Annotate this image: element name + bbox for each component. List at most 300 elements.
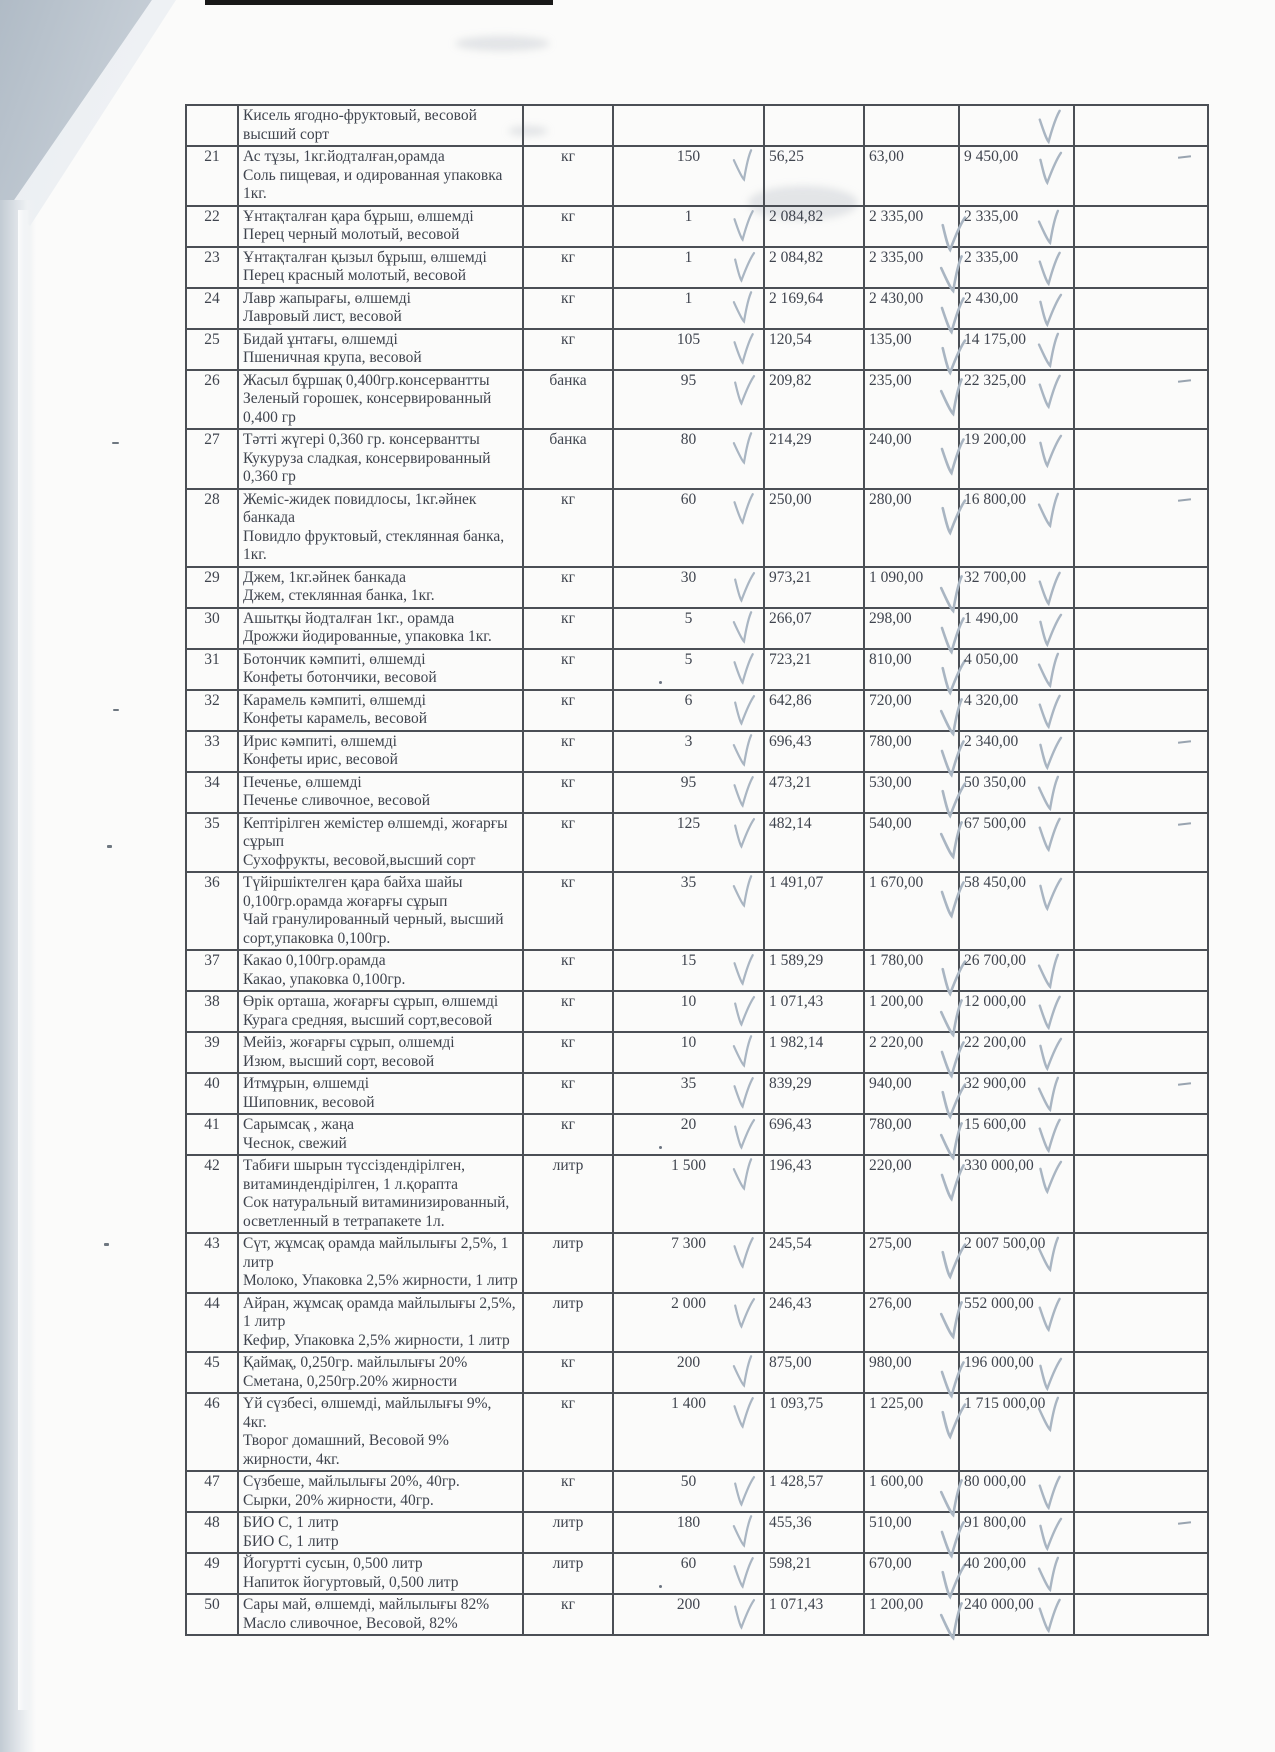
unit-value: кг — [561, 952, 575, 969]
row-number: 28 — [204, 490, 220, 508]
total-sum-value: 1 490,00 — [964, 609, 1019, 627]
unit-cell — [523, 950, 613, 991]
pen-check-icon — [1035, 1354, 1062, 1394]
approved-price-value: 2 430,00 — [869, 289, 924, 307]
approved-price-value: 980,00 — [869, 1354, 912, 1371]
item-name-ru: Масло сливочное, Весовой, 82% — [243, 1614, 458, 1632]
pen-check-icon — [1037, 816, 1061, 854]
total-sum-cell — [959, 690, 1074, 731]
approved-price-cell — [864, 772, 959, 813]
pen-check-icon — [1035, 431, 1062, 471]
quantity-cell — [613, 872, 764, 950]
pen-check-icon — [730, 1034, 755, 1070]
row-number: 25 — [204, 330, 220, 348]
pen-check-icon — [731, 249, 756, 285]
unit-price-cell — [764, 206, 864, 247]
unit-price-value: 56,25 — [769, 148, 804, 165]
quantity-cell — [613, 1352, 764, 1393]
quantity-value: 3 — [684, 732, 693, 750]
row-number: 38 — [204, 993, 220, 1010]
item-name-ru: Конфеты ботончики, весовой — [243, 669, 437, 686]
pen-check-icon — [730, 732, 755, 768]
unit-price-cell — [764, 1114, 864, 1155]
total-sum-value: 19 200,00 — [964, 431, 1026, 448]
unit-value: банка — [549, 371, 587, 389]
unit-price-value: 1 093,75 — [769, 1395, 824, 1412]
item-name-kk: Қаймақ, 0,250гр. майлылығы 20% — [243, 1354, 468, 1371]
pen-check-icon — [1037, 693, 1061, 731]
item-name-kk: Кисель ягодно-фруктовый, весовой высший сорт — [243, 107, 477, 143]
unit-price-cell — [764, 429, 864, 489]
table-row — [186, 649, 1208, 690]
total-sum-cell — [959, 370, 1074, 430]
unit-cell — [523, 813, 613, 873]
approved-price-value: 2 220,00 — [869, 1034, 924, 1051]
quantity-cell — [613, 813, 764, 873]
approved-price-cell — [864, 206, 959, 247]
unit-cell — [523, 1293, 613, 1353]
unit-price-cell — [764, 1073, 864, 1114]
unit-cell — [523, 105, 613, 146]
approved-price-value: 780,00 — [869, 1116, 912, 1133]
pen-check-icon — [731, 569, 756, 605]
approved-price-value: 1 225,00 — [869, 1395, 924, 1412]
unit-value: кг — [561, 814, 575, 832]
approved-price-value: 275,00 — [869, 1235, 912, 1252]
table-row — [186, 1553, 1208, 1594]
row-number: 36 — [204, 874, 220, 891]
unit-price-cell — [764, 247, 864, 288]
notes-cell — [1074, 489, 1208, 567]
total-sum-value: 14 175,00 — [964, 330, 1026, 348]
quantity-value: 35 — [680, 1075, 697, 1092]
quantity-value: 95 — [680, 773, 697, 791]
notes-cell — [1074, 991, 1208, 1032]
item-name-cell — [238, 288, 523, 329]
total-sum-value: 32 700,00 — [964, 568, 1026, 586]
quantity-cell — [613, 567, 764, 608]
notes-cell — [1074, 206, 1208, 247]
total-sum-value: 4 320,00 — [964, 691, 1019, 709]
scan-speck — [107, 845, 112, 848]
table-row — [186, 1233, 1208, 1293]
row-number-cell — [186, 489, 238, 567]
item-name-ru: Перец красный молотый, весовой — [243, 267, 467, 284]
row-number-cell — [186, 608, 238, 649]
notes-cell — [1074, 649, 1208, 690]
item-name-kk: Түйіршіктелген қара байха шайы 0,100гр.орамда жоғарғы сұрып — [243, 874, 463, 910]
row-number: 46 — [204, 1395, 220, 1412]
procurement-table-body — [186, 105, 1208, 1635]
pen-check-icon — [1037, 1474, 1061, 1512]
unit-price-value: 875,00 — [769, 1354, 812, 1371]
unit-price-cell — [764, 731, 864, 772]
total-sum-cell — [959, 1114, 1074, 1155]
procurement-table — [185, 104, 1209, 1636]
item-name-ru: Печенье сливочное, весовой — [243, 792, 430, 809]
table-row — [186, 1073, 1208, 1114]
approved-price-cell — [864, 1155, 959, 1233]
item-name-ru: Курага средняя, высший сорт,весовой — [243, 1011, 493, 1029]
item-name-cell — [238, 370, 523, 430]
unit-price-cell — [764, 950, 864, 991]
pen-check-icon — [1037, 994, 1061, 1032]
scan-smudge — [455, 36, 550, 51]
pen-check-icon — [731, 1295, 756, 1331]
unit-value: кг — [561, 1395, 575, 1412]
table-row — [186, 146, 1208, 206]
item-name-ru: Пшеничная крупа, весовой — [243, 349, 422, 366]
item-name-kk: Бидай ұнтағы, өлшемді — [243, 330, 398, 348]
pen-check-icon — [1035, 1034, 1062, 1074]
table-row — [186, 1512, 1208, 1553]
row-number-cell — [186, 288, 238, 329]
total-sum-cell — [959, 1073, 1074, 1114]
unit-value: кг — [561, 248, 575, 266]
quantity-cell — [613, 146, 764, 206]
unit-cell — [523, 1073, 613, 1114]
quantity-value: 15 — [680, 952, 697, 969]
item-name-kk: Сүт, жұмсақ орамда майлылығы 2,5%, 1 литр — [243, 1235, 509, 1271]
unit-price-value: 696,43 — [769, 1116, 812, 1133]
row-number: 39 — [204, 1034, 220, 1051]
approved-price-cell — [864, 1512, 959, 1553]
item-name-kk: Ұнтақталған қара бұрыш, өлшемді — [243, 207, 474, 225]
row-number-cell — [186, 1594, 238, 1635]
pen-dash — [1178, 498, 1191, 502]
row-number-cell — [186, 1553, 238, 1594]
total-sum-value: 80 000,00 — [964, 1473, 1026, 1490]
table-row — [186, 247, 1208, 288]
item-name-kk: Итмұрын, өлшемді — [243, 1075, 370, 1092]
table-row — [186, 1352, 1208, 1393]
notes-cell — [1074, 1512, 1208, 1553]
approved-price-cell — [864, 329, 959, 370]
approved-price-value: 1 090,00 — [869, 568, 924, 586]
notes-cell — [1074, 288, 1208, 329]
row-number-cell — [186, 772, 238, 813]
quantity-cell — [613, 247, 764, 288]
item-name-ru: Лавровый лист, весовой — [243, 308, 402, 325]
item-name-ru: Перец черный молотый, весовой — [243, 226, 460, 243]
unit-price-cell — [764, 146, 864, 206]
approved-price-value: 1 200,00 — [869, 1596, 924, 1613]
quantity-cell — [613, 1553, 764, 1594]
approved-price-cell — [864, 247, 959, 288]
unit-price-value: 2 169,64 — [769, 289, 824, 307]
notes-cell — [1074, 608, 1208, 649]
row-number-cell — [186, 950, 238, 991]
approved-price-value: 1 600,00 — [869, 1473, 924, 1490]
unit-value: кг — [561, 650, 575, 668]
total-sum-cell — [959, 567, 1074, 608]
item-name-kk: Өрік орташа, жоғарғы сұрып, өлшемді — [243, 993, 499, 1010]
total-sum-cell — [959, 1553, 1074, 1594]
quantity-value: 6 — [684, 691, 693, 709]
approved-price-cell — [864, 950, 959, 991]
quantity-value: 10 — [680, 1034, 697, 1051]
quantity-cell — [613, 105, 764, 146]
table-row — [186, 1155, 1208, 1233]
total-sum-value: 15 600,00 — [964, 1116, 1026, 1133]
scan-corner-highlight — [0, 0, 200, 230]
item-name-kk: Ашытқы йодталған 1кг., орамда — [243, 609, 455, 627]
approved-price-cell — [864, 1032, 959, 1073]
approved-price-cell — [864, 813, 959, 873]
approved-price-cell — [864, 991, 959, 1032]
unit-cell — [523, 329, 613, 370]
pen-dot — [659, 1585, 662, 1588]
unit-price-value: 973,21 — [769, 568, 812, 586]
unit-price-value: 209,82 — [769, 371, 812, 389]
unit-cell — [523, 991, 613, 1032]
approved-price-value: 63,00 — [869, 148, 904, 165]
quantity-cell — [613, 950, 764, 991]
pen-dash — [1178, 1521, 1191, 1525]
pen-check-icon — [730, 1157, 755, 1193]
table-row — [186, 567, 1208, 608]
item-name-kk: Какао 0,100гр.орамда — [243, 952, 386, 969]
item-name-cell — [238, 1594, 523, 1635]
item-name-cell — [238, 608, 523, 649]
approved-price-value: 276,00 — [869, 1294, 912, 1312]
quantity-value: 60 — [680, 1555, 697, 1572]
unit-cell — [523, 1594, 613, 1635]
unit-price-cell — [764, 567, 864, 608]
unit-value: литр — [552, 1294, 584, 1312]
pen-check-icon — [732, 953, 754, 987]
row-number: 33 — [204, 732, 220, 750]
unit-cell — [523, 731, 613, 772]
total-sum-value: 2 335,00 — [964, 248, 1019, 266]
notes-cell — [1074, 950, 1208, 991]
unit-price-cell — [764, 489, 864, 567]
total-sum-cell — [959, 288, 1074, 329]
quantity-value: 150 — [676, 148, 701, 165]
scan-corner-shadow — [0, 0, 200, 230]
item-name-cell — [238, 1393, 523, 1471]
pen-check-icon — [732, 1236, 754, 1270]
row-number: 22 — [204, 207, 220, 225]
table-row — [186, 329, 1208, 370]
item-name-cell — [238, 731, 523, 772]
pen-check-icon — [1037, 373, 1061, 411]
unit-price-value: 1 071,43 — [769, 993, 824, 1010]
unit-price-value: 1 491,07 — [769, 874, 824, 891]
unit-cell — [523, 772, 613, 813]
pen-dot — [659, 681, 662, 684]
unit-price-value: 473,21 — [769, 773, 812, 791]
unit-value: кг — [561, 330, 575, 348]
quantity-cell — [613, 1073, 764, 1114]
item-name-kk: Табиғи шырын түссіздендірілген, витаминдендірілген, 1 л.қорапта — [243, 1157, 466, 1193]
item-name-cell — [238, 206, 523, 247]
table-row — [186, 370, 1208, 430]
total-sum-value: 32 900,00 — [964, 1075, 1026, 1092]
scan-speck — [113, 709, 119, 711]
item-name-cell — [238, 1293, 523, 1353]
scan-corner-artifact — [0, 0, 200, 230]
quantity-cell — [613, 288, 764, 329]
pen-check-icon — [730, 289, 755, 325]
pen-check-icon — [732, 332, 754, 366]
row-number-cell — [186, 429, 238, 489]
total-sum-cell — [959, 649, 1074, 690]
table-row — [186, 991, 1208, 1032]
approved-price-cell — [864, 1233, 959, 1293]
unit-price-value: 482,14 — [769, 814, 812, 832]
quantity-cell — [613, 991, 764, 1032]
item-name-kk: Йогуртті сусын, 0,500 литр — [243, 1555, 423, 1572]
unit-price-value: 839,29 — [769, 1075, 812, 1092]
unit-value: кг — [561, 207, 575, 225]
unit-cell — [523, 1553, 613, 1594]
total-sum-cell — [959, 1352, 1074, 1393]
row-number: 27 — [204, 431, 220, 448]
row-number: 49 — [204, 1555, 220, 1572]
approved-price-value: 810,00 — [869, 650, 912, 668]
total-sum-cell — [959, 489, 1074, 567]
table-row — [186, 1114, 1208, 1155]
total-sum-value: 552 000,00 — [964, 1294, 1034, 1312]
pen-check-icon — [1037, 1597, 1061, 1635]
notes-cell — [1074, 1393, 1208, 1471]
quantity-cell — [613, 489, 764, 567]
unit-price-value: 245,54 — [769, 1235, 812, 1252]
row-number-cell — [186, 370, 238, 430]
notes-cell — [1074, 1073, 1208, 1114]
pen-check-icon — [1035, 610, 1062, 650]
quantity-cell — [613, 1155, 764, 1233]
total-sum-value: 2 335,00 — [964, 207, 1019, 225]
unit-cell — [523, 489, 613, 567]
quantity-value: 2 000 — [671, 1294, 706, 1312]
notes-cell — [1074, 1233, 1208, 1293]
pen-check-icon — [1037, 570, 1061, 608]
item-name-cell — [238, 1114, 523, 1155]
pen-check-icon — [732, 775, 754, 809]
unit-price-cell — [764, 690, 864, 731]
unit-value: кг — [561, 874, 575, 891]
item-name-cell — [238, 429, 523, 489]
approved-price-value: 1 200,00 — [869, 993, 924, 1010]
item-name-ru: Напиток йогуртовый, 0,500 литр — [243, 1573, 459, 1591]
row-number-cell — [186, 991, 238, 1032]
pen-check-icon — [731, 1473, 756, 1509]
unit-price-value: 1 428,57 — [769, 1473, 824, 1490]
total-sum-cell — [959, 429, 1074, 489]
row-number-cell — [186, 1155, 238, 1233]
quantity-cell — [613, 608, 764, 649]
unit-price-value: 598,21 — [769, 1555, 812, 1572]
total-sum-value: 26 700,00 — [964, 952, 1026, 969]
quantity-cell — [613, 1512, 764, 1553]
total-sum-value: 2 430,00 — [964, 289, 1019, 307]
quantity-value: 35 — [680, 874, 697, 891]
unit-value: кг — [561, 773, 575, 791]
total-sum-value: 196 000,00 — [964, 1354, 1034, 1371]
unit-value: кг — [561, 1354, 575, 1371]
unit-cell — [523, 1471, 613, 1512]
notes-cell — [1074, 146, 1208, 206]
unit-price-cell — [764, 1352, 864, 1393]
scan-speck — [112, 442, 119, 444]
row-number: 29 — [204, 568, 220, 586]
unit-price-cell — [764, 1233, 864, 1293]
item-name-kk: Карамель кәмпиті, өлшемді — [243, 691, 426, 709]
approved-price-cell — [864, 429, 959, 489]
item-name-kk: Джем, 1кг.әйнек банкада — [243, 568, 407, 586]
row-number: 30 — [204, 609, 220, 627]
approved-price-cell — [864, 608, 959, 649]
item-name-ru: Сметана, 0,250гр.20% жирности — [243, 1372, 458, 1390]
approved-price-value: 220,00 — [869, 1157, 912, 1174]
total-sum-cell — [959, 991, 1074, 1032]
approved-price-cell — [864, 731, 959, 772]
total-sum-value: 2 340,00 — [964, 732, 1019, 750]
pen-check-icon — [732, 1076, 754, 1110]
approved-price-cell — [864, 690, 959, 731]
total-sum-cell — [959, 731, 1074, 772]
row-number: 43 — [204, 1235, 220, 1252]
quantity-cell — [613, 370, 764, 430]
row-number: 26 — [204, 371, 220, 389]
item-name-cell — [238, 567, 523, 608]
item-name-ru: БИО С, 1 литр — [243, 1532, 339, 1550]
unit-price-cell — [764, 872, 864, 950]
row-number-cell — [186, 649, 238, 690]
unit-cell — [523, 370, 613, 430]
approved-price-value: 530,00 — [869, 773, 912, 791]
row-number: 48 — [204, 1514, 220, 1531]
approved-price-cell — [864, 146, 959, 206]
item-name-ru: Молоко, Упаковка 2,5% жирности, 1 литр — [243, 1272, 518, 1289]
total-sum-cell — [959, 1293, 1074, 1353]
notes-cell — [1074, 329, 1208, 370]
pen-check-icon — [1037, 1296, 1061, 1334]
total-sum-value: 91 800,00 — [964, 1514, 1026, 1531]
item-name-cell — [238, 105, 523, 146]
total-sum-value: 12 000,00 — [964, 993, 1026, 1010]
total-sum-value: 4 050,00 — [964, 650, 1019, 668]
quantity-value: 200 — [676, 1354, 701, 1371]
quantity-value: 125 — [676, 814, 701, 832]
approved-price-value: 510,00 — [869, 1514, 912, 1531]
item-name-ru: Чеснок, свежий — [243, 1134, 347, 1152]
item-name-cell — [238, 872, 523, 950]
item-name-ru: Соль пищевая, и одированная упаковка 1кг. — [243, 166, 503, 202]
unit-value: кг — [561, 490, 575, 508]
pen-dot — [659, 1146, 662, 1149]
table-row — [186, 690, 1208, 731]
item-name-cell — [238, 489, 523, 567]
item-name-ru: Конфеты карамель, весовой — [243, 710, 428, 727]
unit-value: литр — [552, 1514, 584, 1531]
unit-value: кг — [561, 1116, 575, 1133]
item-name-ru: Кефир, Упаковка 2,5% жирности, 1 литр — [243, 1331, 510, 1349]
unit-cell — [523, 872, 613, 950]
quantity-value: 10 — [680, 993, 697, 1010]
item-name-ru: Сок натуральный витаминизированный, осветленный в тетрапакете 1л. — [243, 1194, 510, 1230]
unit-value: литр — [552, 1555, 584, 1572]
quantity-cell — [613, 649, 764, 690]
quantity-cell — [613, 1293, 764, 1353]
pen-check-icon — [1037, 250, 1061, 288]
row-number-cell — [186, 1352, 238, 1393]
notes-cell — [1074, 1352, 1208, 1393]
quantity-value: 1 500 — [671, 1157, 706, 1174]
unit-value: кг — [561, 1596, 575, 1613]
